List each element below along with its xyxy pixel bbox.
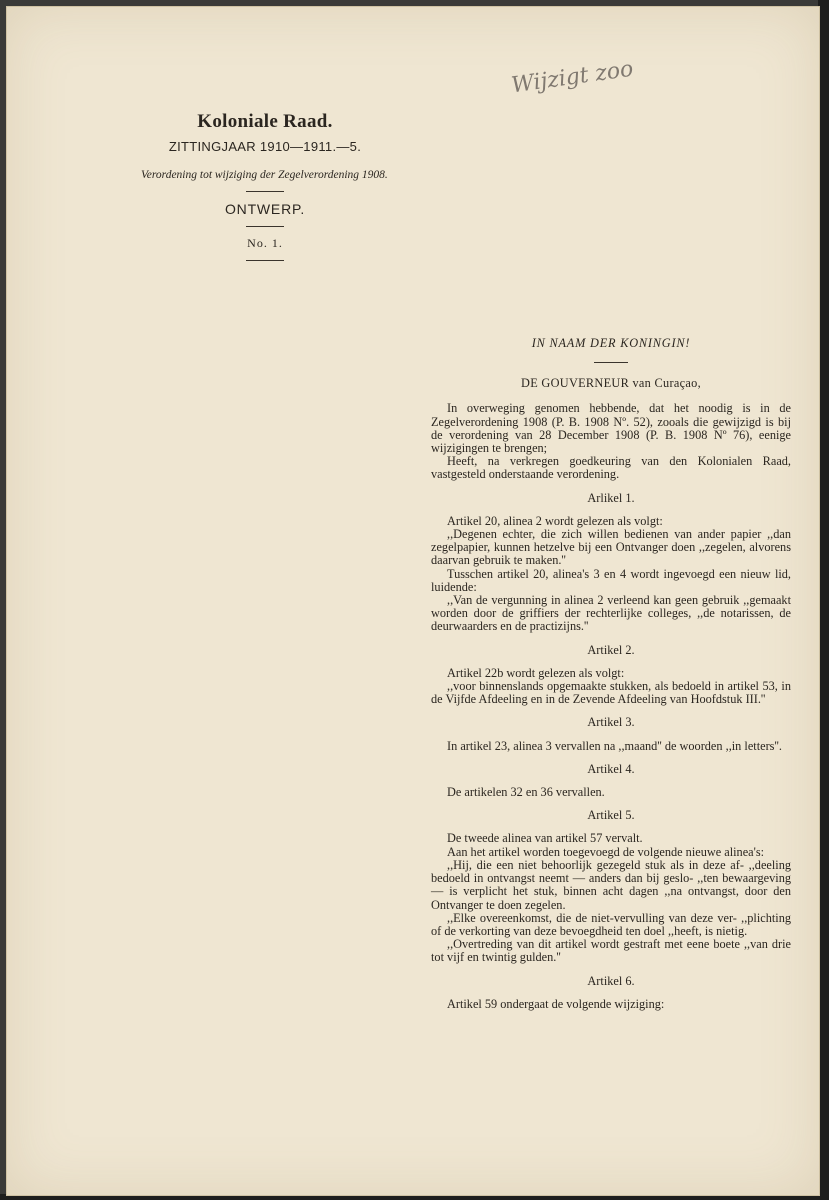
ordinance-subject: Verordening tot wijziging der Zegelverordening 1908. — [141, 169, 388, 181]
article-quote: ,,voor binnenslands opgemaakte stukken, als bedoeld in artikel 53, in de Vijfde Afdeeling en in de Zevende Afdeeling van Hoofdstuk III.'' — [431, 679, 791, 707]
session-year: ZITTINGJAAR 1910—1911.—5. — [168, 139, 362, 154]
divider — [246, 191, 284, 192]
article-text: Artikel 59 ondergaat de volgende wijziging: — [447, 996, 665, 1011]
governor-line: DE GOUVERNEUR van Curaçao, — [521, 376, 701, 391]
council-title: Koloniale Raad. — [197, 111, 333, 132]
article-quote: ,,Hij, die een niet behoorlijk gezegeld stuk als in deze af- ,,deeling bedoeld in ontvangst neemt — anders dan bij geslo- ,,ten bewaargeving — is verplicht het stuk, binnen acht dagen ,,na ontvangst, door den Ontvanger te doen zegelen. — [431, 857, 791, 912]
article-heading: Artikel 2. — [587, 642, 635, 657]
handwritten-annotation: Wijzigt zoo — [509, 56, 635, 99]
article-heading: Arlikel 1. — [587, 490, 635, 505]
article-text: Artikel 20, alinea 2 wordt gelezen als volgt: — [447, 513, 663, 528]
preamble-paragraph: Heeft, na verkregen goedkeuring van den Kolonialen Raad, vastgesteld onderstaande verordening. — [431, 454, 791, 482]
draft-number: No. 1. — [247, 236, 283, 250]
article-text: In artikel 23, alinea 3 vervallen na ,,maand'' de woorden ,,in letters''. — [447, 738, 782, 753]
article-text: De tweede alinea van artikel 57 vervalt. — [447, 831, 643, 846]
article-quote: ,,Degenen echter, die zich willen bedienen van ander papier ,,dan zegelpapier, kunnen hetzelve bij een Ontvanger doen ,,zegelen, alvorens daarvan gebruik te maken.'' — [431, 527, 791, 568]
divider — [594, 362, 628, 363]
article-heading: Artikel 3. — [587, 715, 635, 730]
divider — [246, 226, 284, 227]
ordinance-body — [431, 337, 791, 1011]
article-text: De artikelen 32 en 36 vervallen. — [447, 785, 605, 800]
article-quote: ,,Overtreding van dit artikel wordt gestraft met eene boete ,,van drie tot vijf en twintig gulden.'' — [431, 937, 791, 965]
article-text: Artikel 22b wordt gelezen als volgt: — [447, 665, 625, 680]
article-heading: Artikel 5. — [587, 808, 635, 823]
invocation: IN NAAM DER KONINGIN! — [531, 336, 691, 350]
draft-label: ONTWERP. — [224, 201, 306, 217]
article-quote: ,,Van de vergunning in alinea 2 verleend kan geen gebruik ,,gemaakt worden door de griffiers der rechterlijke colleges, ,,de notarissen, de deurwaarders en de practizijns.'' — [431, 593, 791, 634]
document-header — [135, 111, 395, 270]
article-heading: Artikel 4. — [587, 761, 635, 776]
article-quote: ,,Elke overeenkomst, die de niet-vervulling van deze ver- ,,plichting of de verkorting van deze bevoegdheid ten doel ,,heeft, is nietig. — [431, 910, 791, 938]
article-text: Aan het artikel worden toegevoegd de volgende nieuwe alinea's: — [447, 844, 765, 859]
article-text: Tusschen artikel 20, alinea's 3 en 4 wordt ingevoegd een nieuw lid, luidende: — [431, 566, 791, 594]
preamble-paragraph: In overweging genomen hebbende, dat het noodig is in de Zegelverordening 1908 (P. B. 1908 Nº. 52), zooals die gewijzigd is bij de verordening van 28 December 1908 (P. B. 1908 Nº 76), eenige wijzigingen te brengen; — [431, 401, 791, 456]
article-heading: Artikel 6. — [587, 973, 635, 988]
divider — [246, 260, 284, 261]
document-page — [6, 6, 820, 1196]
